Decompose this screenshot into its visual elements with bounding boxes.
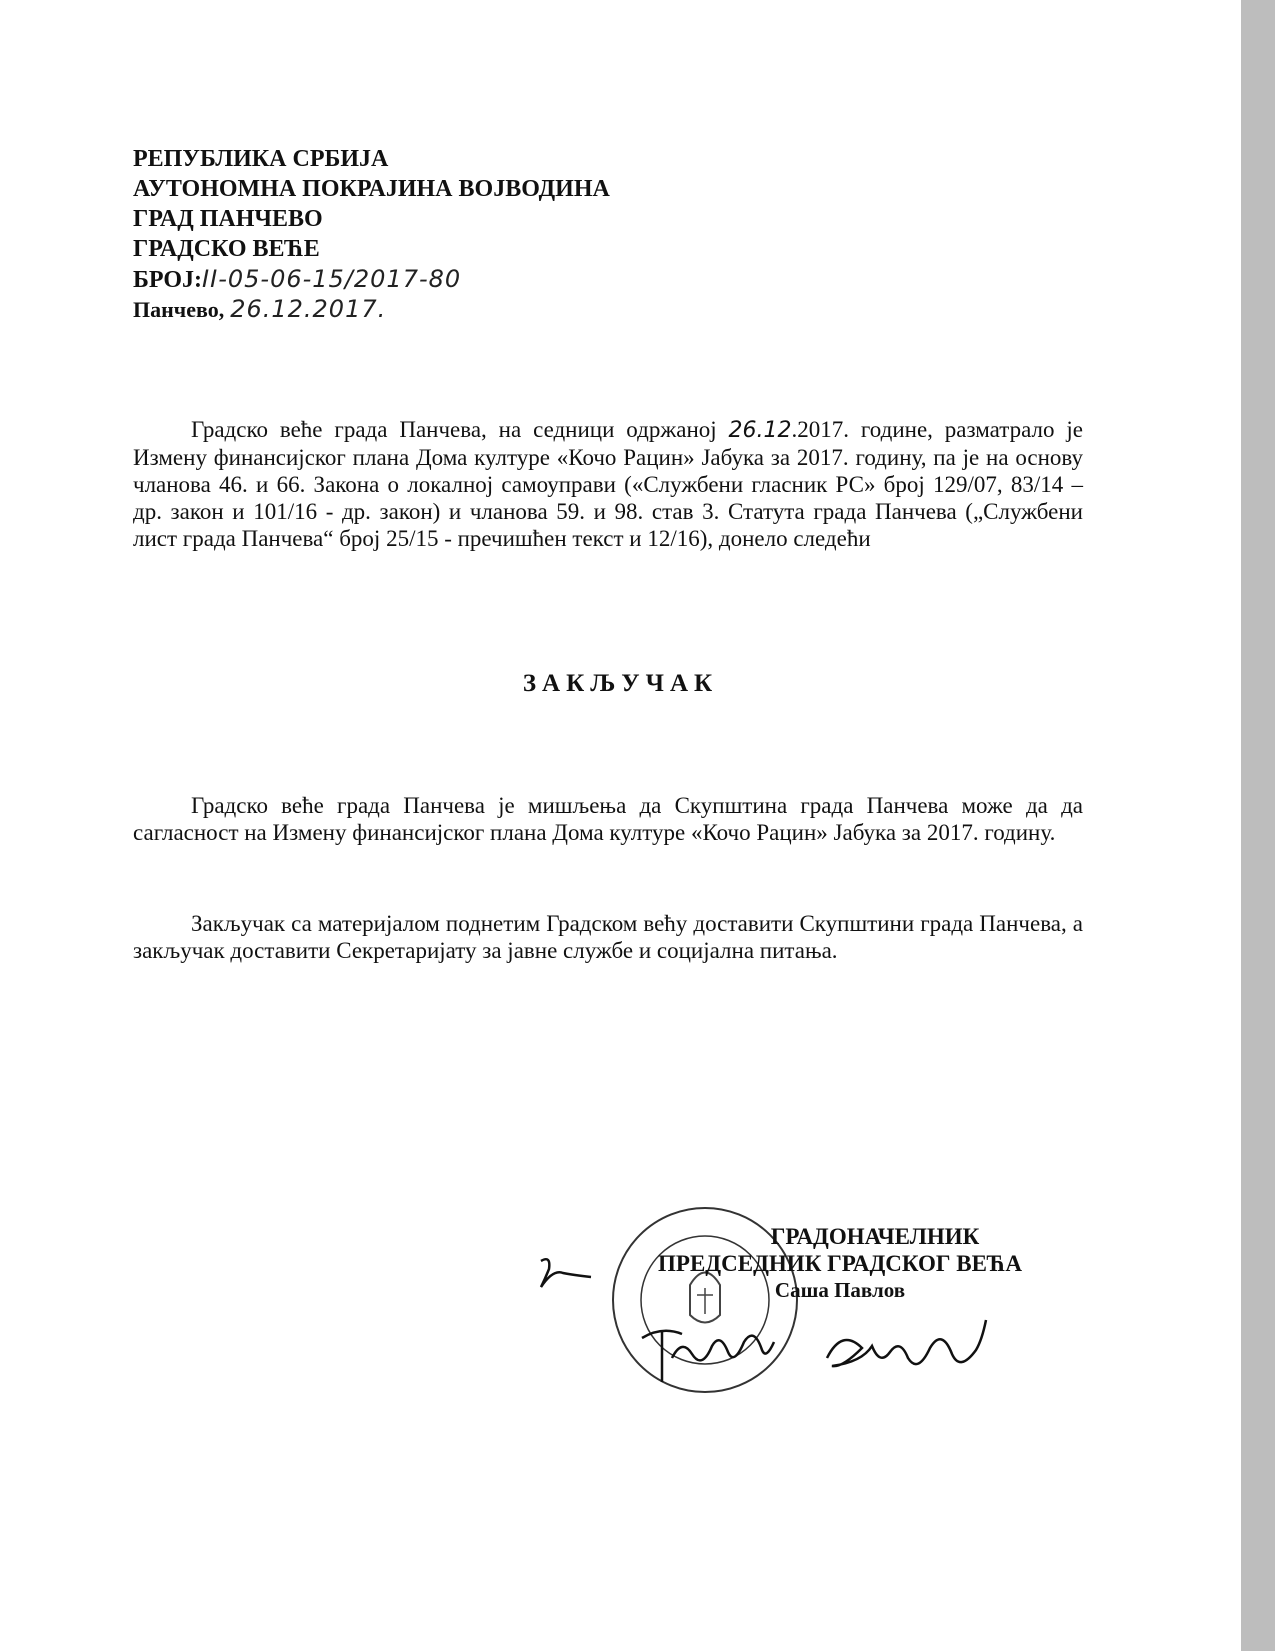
signatory-title-president: ПРЕДСЕДНИК ГРАДСКОГ ВЕЋА — [658, 1251, 1022, 1276]
scan-margin-strip — [1241, 0, 1275, 1651]
document-header — [133, 144, 610, 324]
handwritten-signature — [632, 1318, 1032, 1398]
intro-text-rest: .2017. године, разматрало је Измену финансијског плана Дома културе «Кочо Рацин» Јабука за 2017. годину, па је на основу чланова 46. и 66. Закона о локалној самоуправи («Службени гласник РС» број 129/07, 83/14 – др. закон и 101/16 - др. закон) и чланова 59. и 98. став 3. Статута града Панчева („Службени лист града Панчева“ број 25/15 - пречишћен текст и 12/16), донело следећи — [133, 417, 1083, 551]
conclusion-paragraph-2: Закључак са материјалом поднетим Градском већу доставити Скупштини града Панчева, а закључак доставити Секретаријату за јавне службе и социјална питања. — [133, 911, 1083, 963]
signature-block — [600, 1223, 1080, 1304]
document-title: ЗАКЉУЧАК — [522, 670, 719, 697]
header-republic: РЕПУБЛИКА СРБИЈА — [133, 146, 389, 172]
header-place-date-row — [133, 294, 610, 324]
handwritten-initials — [533, 1253, 603, 1298]
signatory-title-mayor: ГРАДОНАЧЕЛНИК — [770, 1224, 980, 1249]
conclusion-paragraph-1: Градско веће града Панчева је мишљења да Скупштина града Панчева може да да сагласност на Измену финансијског плана Дома културе «Кочо Рацин» Јабука за 2017. годину. — [133, 793, 1083, 845]
signatory-name: Саша Павлов — [774, 1278, 906, 1302]
date-value-handwritten: 26.12.2017. — [230, 295, 387, 323]
header-council: ГРАДСКО ВЕЋЕ — [133, 236, 320, 262]
place-label: Панчево, — [133, 297, 225, 322]
header-number-row — [133, 264, 610, 294]
intro-date-handwritten: 26.12 — [728, 418, 792, 443]
number-value-handwritten: II-05-06-15/2017-80 — [202, 265, 462, 293]
header-city: ГРАД ПАНЧЕВО — [133, 206, 323, 232]
number-label: БРОЈ: — [133, 267, 203, 293]
header-province: АУТОНОМНА ПОКРАЈИНА ВОЈВОДИНА — [133, 176, 610, 202]
intro-text-start: Градско веће града Панчева, на седници одржаној — [191, 417, 729, 442]
intro-paragraph — [133, 416, 1083, 552]
